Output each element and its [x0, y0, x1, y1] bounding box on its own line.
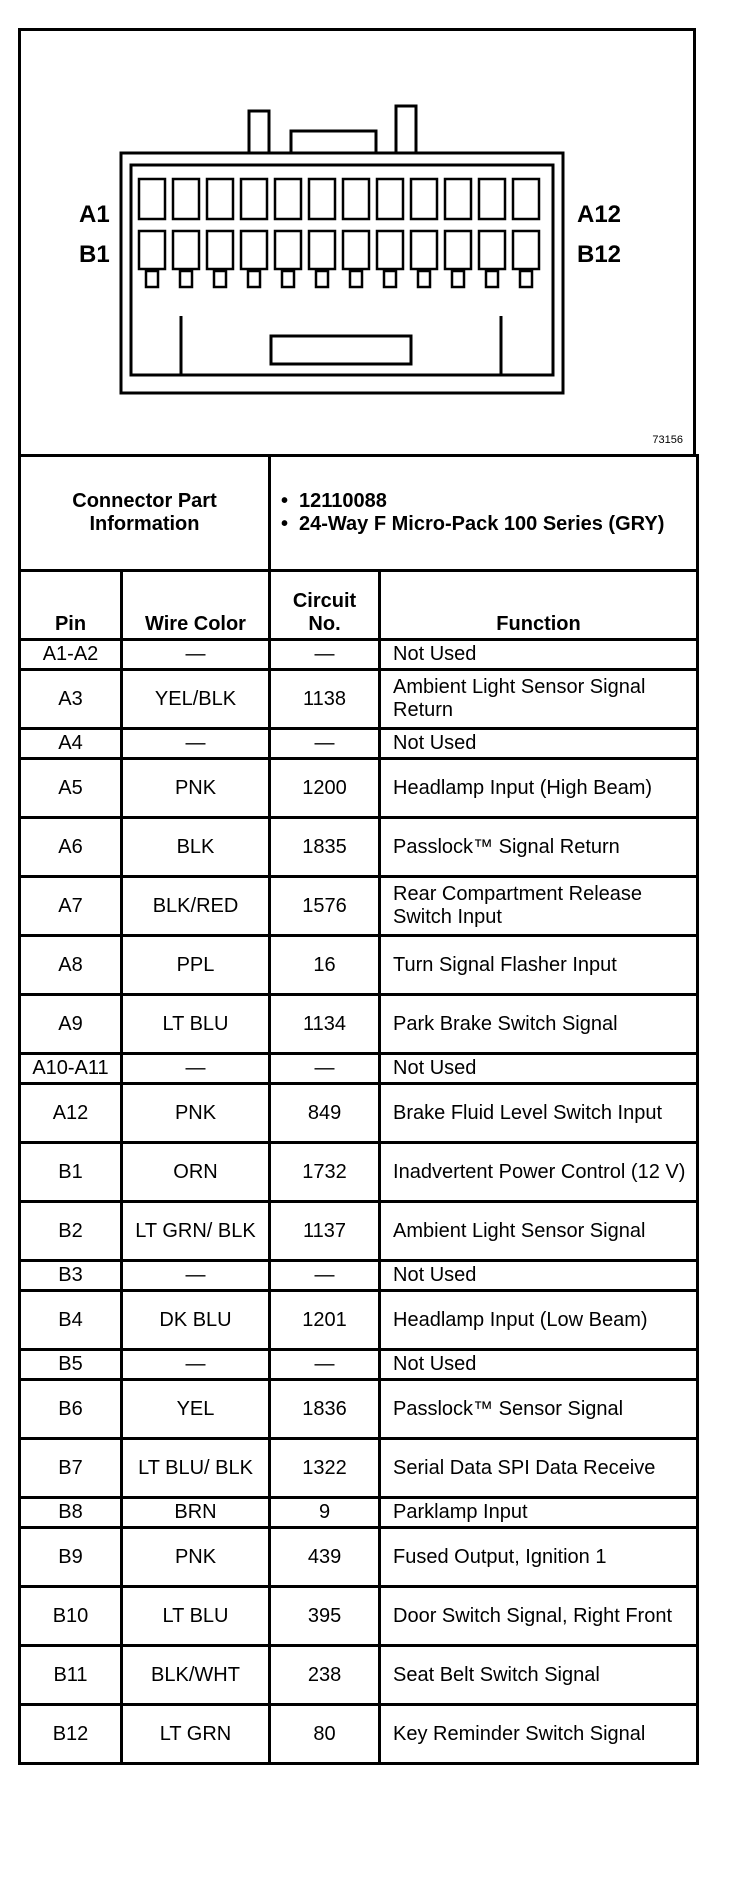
wire-color-cell: — — [122, 729, 270, 759]
pin-cell: B5 — [20, 1350, 122, 1380]
circuit-cell: 238 — [270, 1646, 380, 1705]
connector-diagram — [18, 28, 696, 454]
function-cell: Headlamp Input (High Beam) — [380, 759, 698, 818]
wire-color-cell: BLK/WHT — [122, 1646, 270, 1705]
table-row — [20, 1143, 698, 1202]
circuit-cell: — — [270, 1054, 380, 1084]
connector-description: • 24-Way F Micro-Pack 100 Series (GRY) — [299, 513, 690, 536]
circuit-cell: 16 — [270, 936, 380, 995]
pin-cell: A10-A11 — [20, 1054, 122, 1084]
circuit-cell: 395 — [270, 1587, 380, 1646]
circuit-cell: 1134 — [270, 995, 380, 1054]
pin-cell: A5 — [20, 759, 122, 818]
pin-cell: A4 — [20, 729, 122, 759]
table-row — [20, 1291, 698, 1350]
function-cell: Passlock™ Signal Return — [380, 818, 698, 877]
circuit-cell: 1138 — [270, 670, 380, 729]
table-row — [20, 1202, 698, 1261]
wire-color-cell: — — [122, 640, 270, 670]
wire-color-cell: LT GRN/ BLK — [122, 1202, 270, 1261]
pin-label-a1: A1 — [79, 201, 110, 228]
pin-cell: B12 — [20, 1705, 122, 1764]
wire-color-cell: LT GRN — [122, 1705, 270, 1764]
function-cell: Headlamp Input (Low Beam) — [380, 1291, 698, 1350]
pin-cell: A3 — [20, 670, 122, 729]
function-cell: Ambient Light Sensor Signal — [380, 1202, 698, 1261]
function-cell: Key Reminder Switch Signal — [380, 1705, 698, 1764]
table-row — [20, 759, 698, 818]
function-cell: Serial Data SPI Data Receive — [380, 1439, 698, 1498]
wire-color-cell: — — [122, 1350, 270, 1380]
circuit-cell: 1322 — [270, 1439, 380, 1498]
circuit-cell: 1137 — [270, 1202, 380, 1261]
pin-label-b12: B12 — [577, 241, 622, 268]
circuit-cell: 80 — [270, 1705, 380, 1764]
table-row — [20, 670, 698, 729]
header-circuit-no: Circuit No. — [270, 571, 380, 640]
table-row — [20, 1380, 698, 1439]
pin-cell: B10 — [20, 1587, 122, 1646]
wire-color-cell: BLK — [122, 818, 270, 877]
circuit-cell: — — [270, 729, 380, 759]
function-cell: Not Used — [380, 1054, 698, 1084]
connector-info-row — [20, 456, 698, 571]
table-row — [20, 1439, 698, 1498]
wire-color-cell: DK BLU — [122, 1291, 270, 1350]
table-row — [20, 1084, 698, 1143]
wire-color-cell: LT BLU — [122, 995, 270, 1054]
circuit-cell: 9 — [270, 1498, 380, 1528]
function-cell: Not Used — [380, 729, 698, 759]
wire-color-cell: — — [122, 1054, 270, 1084]
connector-info-list — [270, 456, 698, 571]
function-cell: Not Used — [380, 640, 698, 670]
circuit-cell: 439 — [270, 1528, 380, 1587]
wire-color-cell: YEL — [122, 1380, 270, 1439]
wire-color-cell: PNK — [122, 759, 270, 818]
table-row — [20, 729, 698, 759]
wire-color-cell: ORN — [122, 1143, 270, 1202]
pin-cell: B3 — [20, 1261, 122, 1291]
circuit-cell: — — [270, 1350, 380, 1380]
wire-color-cell: PNK — [122, 1084, 270, 1143]
function-cell: Not Used — [380, 1350, 698, 1380]
function-cell: Seat Belt Switch Signal — [380, 1646, 698, 1705]
header-row — [20, 571, 698, 640]
pin-cell: B7 — [20, 1439, 122, 1498]
function-cell: Inadvertent Power Control (12 V) — [380, 1143, 698, 1202]
table-row — [20, 1528, 698, 1587]
pin-cell: B4 — [20, 1291, 122, 1350]
function-cell: Fused Output, Ignition 1 — [380, 1528, 698, 1587]
table-row — [20, 995, 698, 1054]
function-cell: Brake Fluid Level Switch Input — [380, 1084, 698, 1143]
table-row — [20, 1350, 698, 1380]
table-row — [20, 1587, 698, 1646]
part-number: • 12110088 — [299, 490, 690, 513]
wire-color-cell: BRN — [122, 1498, 270, 1528]
function-cell: Door Switch Signal, Right Front — [380, 1587, 698, 1646]
table-row — [20, 818, 698, 877]
pin-cell: B8 — [20, 1498, 122, 1528]
wire-color-cell: — — [122, 1261, 270, 1291]
header-wire-color: Wire Color — [122, 571, 270, 640]
table-row — [20, 1498, 698, 1528]
pin-cell: B9 — [20, 1528, 122, 1587]
function-cell: Park Brake Switch Signal — [380, 995, 698, 1054]
circuit-cell: 1732 — [270, 1143, 380, 1202]
pin-label-a12: A12 — [577, 201, 622, 228]
circuit-cell: 1200 — [270, 759, 380, 818]
pin-cell: B11 — [20, 1646, 122, 1705]
function-cell: Parklamp Input — [380, 1498, 698, 1528]
table-row — [20, 936, 698, 995]
function-cell: Turn Signal Flasher Input — [380, 936, 698, 995]
table-row — [20, 1646, 698, 1705]
table-row — [20, 1705, 698, 1764]
header-function: Function — [380, 571, 698, 640]
circuit-cell: 1201 — [270, 1291, 380, 1350]
function-cell: Ambient Light Sensor Signal Return — [380, 670, 698, 729]
connector-sheet — [18, 28, 696, 1765]
table-row — [20, 1054, 698, 1084]
pin-cell: A6 — [20, 818, 122, 877]
wire-color-cell: BLK/RED — [122, 877, 270, 936]
circuit-cell: — — [270, 640, 380, 670]
connector-info-label: Connector Part Information — [20, 456, 270, 571]
table-row — [20, 1261, 698, 1291]
pin-cell: B6 — [20, 1380, 122, 1439]
circuit-cell: 1576 — [270, 877, 380, 936]
pin-cell: A8 — [20, 936, 122, 995]
pin-cell: A1-A2 — [20, 640, 122, 670]
pin-cell: A7 — [20, 877, 122, 936]
wire-color-cell: YEL/BLK — [122, 670, 270, 729]
pin-cell: A9 — [20, 995, 122, 1054]
figure-number: 73156 — [652, 434, 683, 446]
function-cell: Rear Compartment Release Switch Input — [380, 877, 698, 936]
circuit-cell: 1835 — [270, 818, 380, 877]
wire-color-cell: PPL — [122, 936, 270, 995]
circuit-cell: 849 — [270, 1084, 380, 1143]
function-cell: Not Used — [380, 1261, 698, 1291]
table-row — [20, 640, 698, 670]
table-row — [20, 877, 698, 936]
wire-color-cell: PNK — [122, 1528, 270, 1587]
wire-color-cell: LT BLU — [122, 1587, 270, 1646]
pin-cell: B1 — [20, 1143, 122, 1202]
circuit-cell: — — [270, 1261, 380, 1291]
wire-color-cell: LT BLU/ BLK — [122, 1439, 270, 1498]
function-cell: Passlock™ Sensor Signal — [380, 1380, 698, 1439]
pin-cell: B2 — [20, 1202, 122, 1261]
pin-label-b1: B1 — [79, 241, 110, 268]
header-pin: Pin — [20, 571, 122, 640]
pin-cell: A12 — [20, 1084, 122, 1143]
circuit-cell: 1836 — [270, 1380, 380, 1439]
pinout-table — [18, 454, 699, 1765]
